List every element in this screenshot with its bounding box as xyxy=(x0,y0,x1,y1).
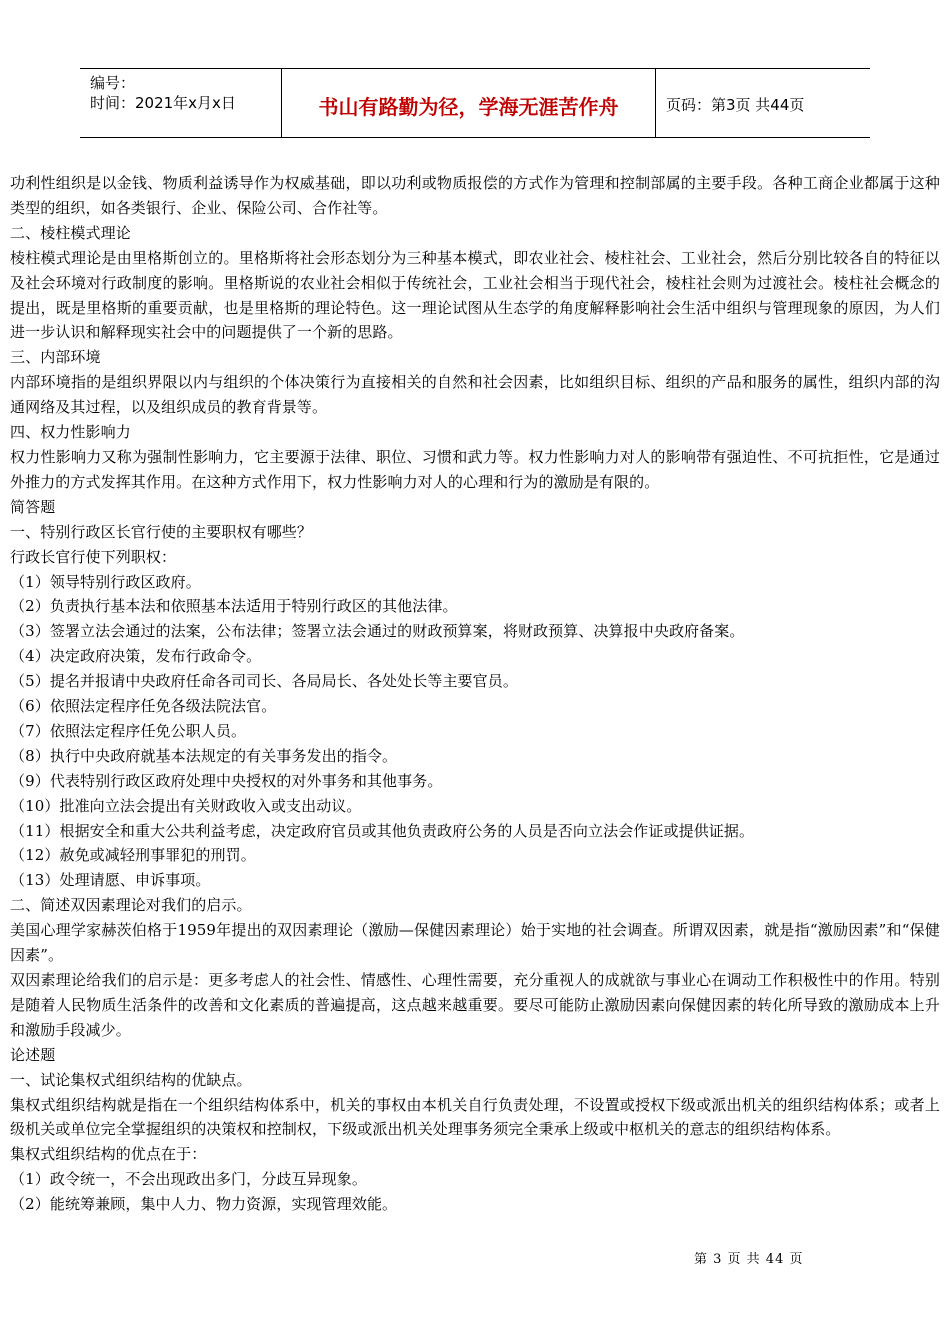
paragraph: 集权式组织结构就是指在一个组织结构体系中，机关的事权由本机关自行负责处理，不设置或授权下级或派出机关的组织结构体系；或者上级机关或单位完全掌握组织的决策权和控制权，下级或派出机关处理事务须完全秉承上级或中枢机关的意志的组织结构体系。 xyxy=(10,1095,940,1139)
paragraph: （8）执行中央政府就基本法规定的有关事务发出的指令。 xyxy=(10,746,398,765)
header-table xyxy=(80,68,870,138)
header-info-cell xyxy=(80,69,282,137)
paragraph: 行政长官行使下列职权： xyxy=(10,547,177,566)
paragraph: 一、特别行政区长官行使的主要职权有哪些？ xyxy=(10,522,313,541)
paragraph: （2）负责执行基本法和依照基本法适用于特别行政区的其他法律。 xyxy=(10,597,458,616)
paragraph: 内部环境指的是组织界限以内与组织的个体决策行为直接相关的自然和社会因素，比如组织目标、组织的产品和服务的属性，组织内部的沟通网络及其过程，以及组织成员的教育背景等。 xyxy=(10,373,940,417)
paragraph: （1）领导特别行政区政府。 xyxy=(10,572,201,591)
paragraph: 集权式组织结构的优点在于： xyxy=(10,1145,207,1164)
paragraph: （4）决定政府决策，发布行政命令。 xyxy=(10,647,262,666)
paragraph: 棱柱模式理论是由里格斯创立的。里格斯将社会形态划分为三种基本模式，即农业社会、棱柱社会、工业社会，然后分别比较各自的特征以及社会环境对行政制度的影响。里格斯说的农业社会相似于传统社会，工业社会相当于现代社会，棱柱社会则为过渡社会。棱柱社会概念的提出，既是里格斯的重要贡献，也是里格斯的理论特色。这一理论试图从生态学的角度解释影响社会生活中组织与管理现象的原因，为人们进一步认识和解释现实社会中的问题提供了一个新的思路。 xyxy=(10,248,940,342)
paragraph: 美国心理学家赫茨伯格于1959年提出的双因素理论（激励—保健因素理论）始于实地的社会调查。所谓双因素，就是指“激励因素”和“保健因素”。 xyxy=(10,921,940,965)
paragraph: 论述题 xyxy=(10,1045,56,1064)
paragraph: 三、内部环境 xyxy=(10,348,101,367)
paragraph: 二、简述双因素理论对我们的启示。 xyxy=(10,896,252,915)
page-footer: 第 3 页 共 44 页 xyxy=(694,1252,804,1267)
paragraph: （5）提名并报请中央政府任命各司司长、各局局长、各处处长等主要官员。 xyxy=(10,672,518,691)
paragraph: （6）依照法定程序任免各级法院法官。 xyxy=(10,697,277,716)
paragraph: 四、权力性影响力 xyxy=(10,423,131,442)
header-page-code: 页码：第3页 共44页 xyxy=(666,95,805,114)
number-label: 编号： xyxy=(90,74,136,92)
paragraph: （2）能统筹兼顾，集中人力、物力资源，实现管理效能。 xyxy=(10,1195,398,1214)
paragraph: （13）处理请愿、申诉事项。 xyxy=(10,871,211,890)
paragraph: （12）赦免或减轻刑事罪犯的刑罚。 xyxy=(10,846,256,865)
paragraph: （9）代表特别行政区政府处理中央授权的对外事务和其他事务。 xyxy=(10,771,443,790)
document-body xyxy=(10,171,940,1217)
paragraph: 双因素理论给我们的启示是：更多考虑人的社会性、情感性、心理性需要，充分重视人的成就欲与事业心在调动工作积极性中的作用。特别是随着人民物质生活条件的改善和文化素质的普遍提高，这点越来越重要。要尽可能防止激励因素向保健因素的转化所导致的激励成本上升和激励手段减少。 xyxy=(10,971,940,1039)
time-label: 时间：2021年x月x日 xyxy=(90,94,236,112)
paragraph: 功利性组织是以金钱、物质利益诱导作为权威基础，即以功利或物质报偿的方式作为管理和控制部属的主要手段。各种工商企业都属于这种类型的组织，如各类银行、企业、保险公司、合作社等。 xyxy=(10,174,940,217)
paragraph: （1）政令统一，不会出现政出多门，分歧互异现象。 xyxy=(10,1170,367,1189)
paragraph: 简答题 xyxy=(10,497,56,516)
paragraph: （10）批准向立法会提出有关财政收入或支出动议。 xyxy=(10,796,362,815)
paragraph: （3）签署立法会通过的法案，公布法律；签署立法会通过的财政预算案，将财政预算、决算报中央政府备案。 xyxy=(10,622,745,641)
paragraph: 二、棱柱模式理论 xyxy=(10,223,131,242)
paragraph: （11）根据安全和重大公共利益考虑，决定政府官员或其他负责政府公务的人员是否向立法会作证或提供证据。 xyxy=(10,821,755,840)
paragraph: 权力性影响力又称为强制性影响力，它主要源于法律、职位、习惯和武力等。权力性影响力对人的影响带有强迫性、不可抗拒性，它是通过外推力的方式发挥其作用。在这种方式作用下，权力性影响力对人的心理和行为的激励是有限的。 xyxy=(10,447,940,491)
header-motto: 书山有路勤为径，学海无涯苦作舟 xyxy=(282,69,656,137)
paragraph: （7）依照法定程序任免公职人员。 xyxy=(10,721,247,740)
paragraph: 一、试论集权式组织结构的优缺点。 xyxy=(10,1070,252,1089)
